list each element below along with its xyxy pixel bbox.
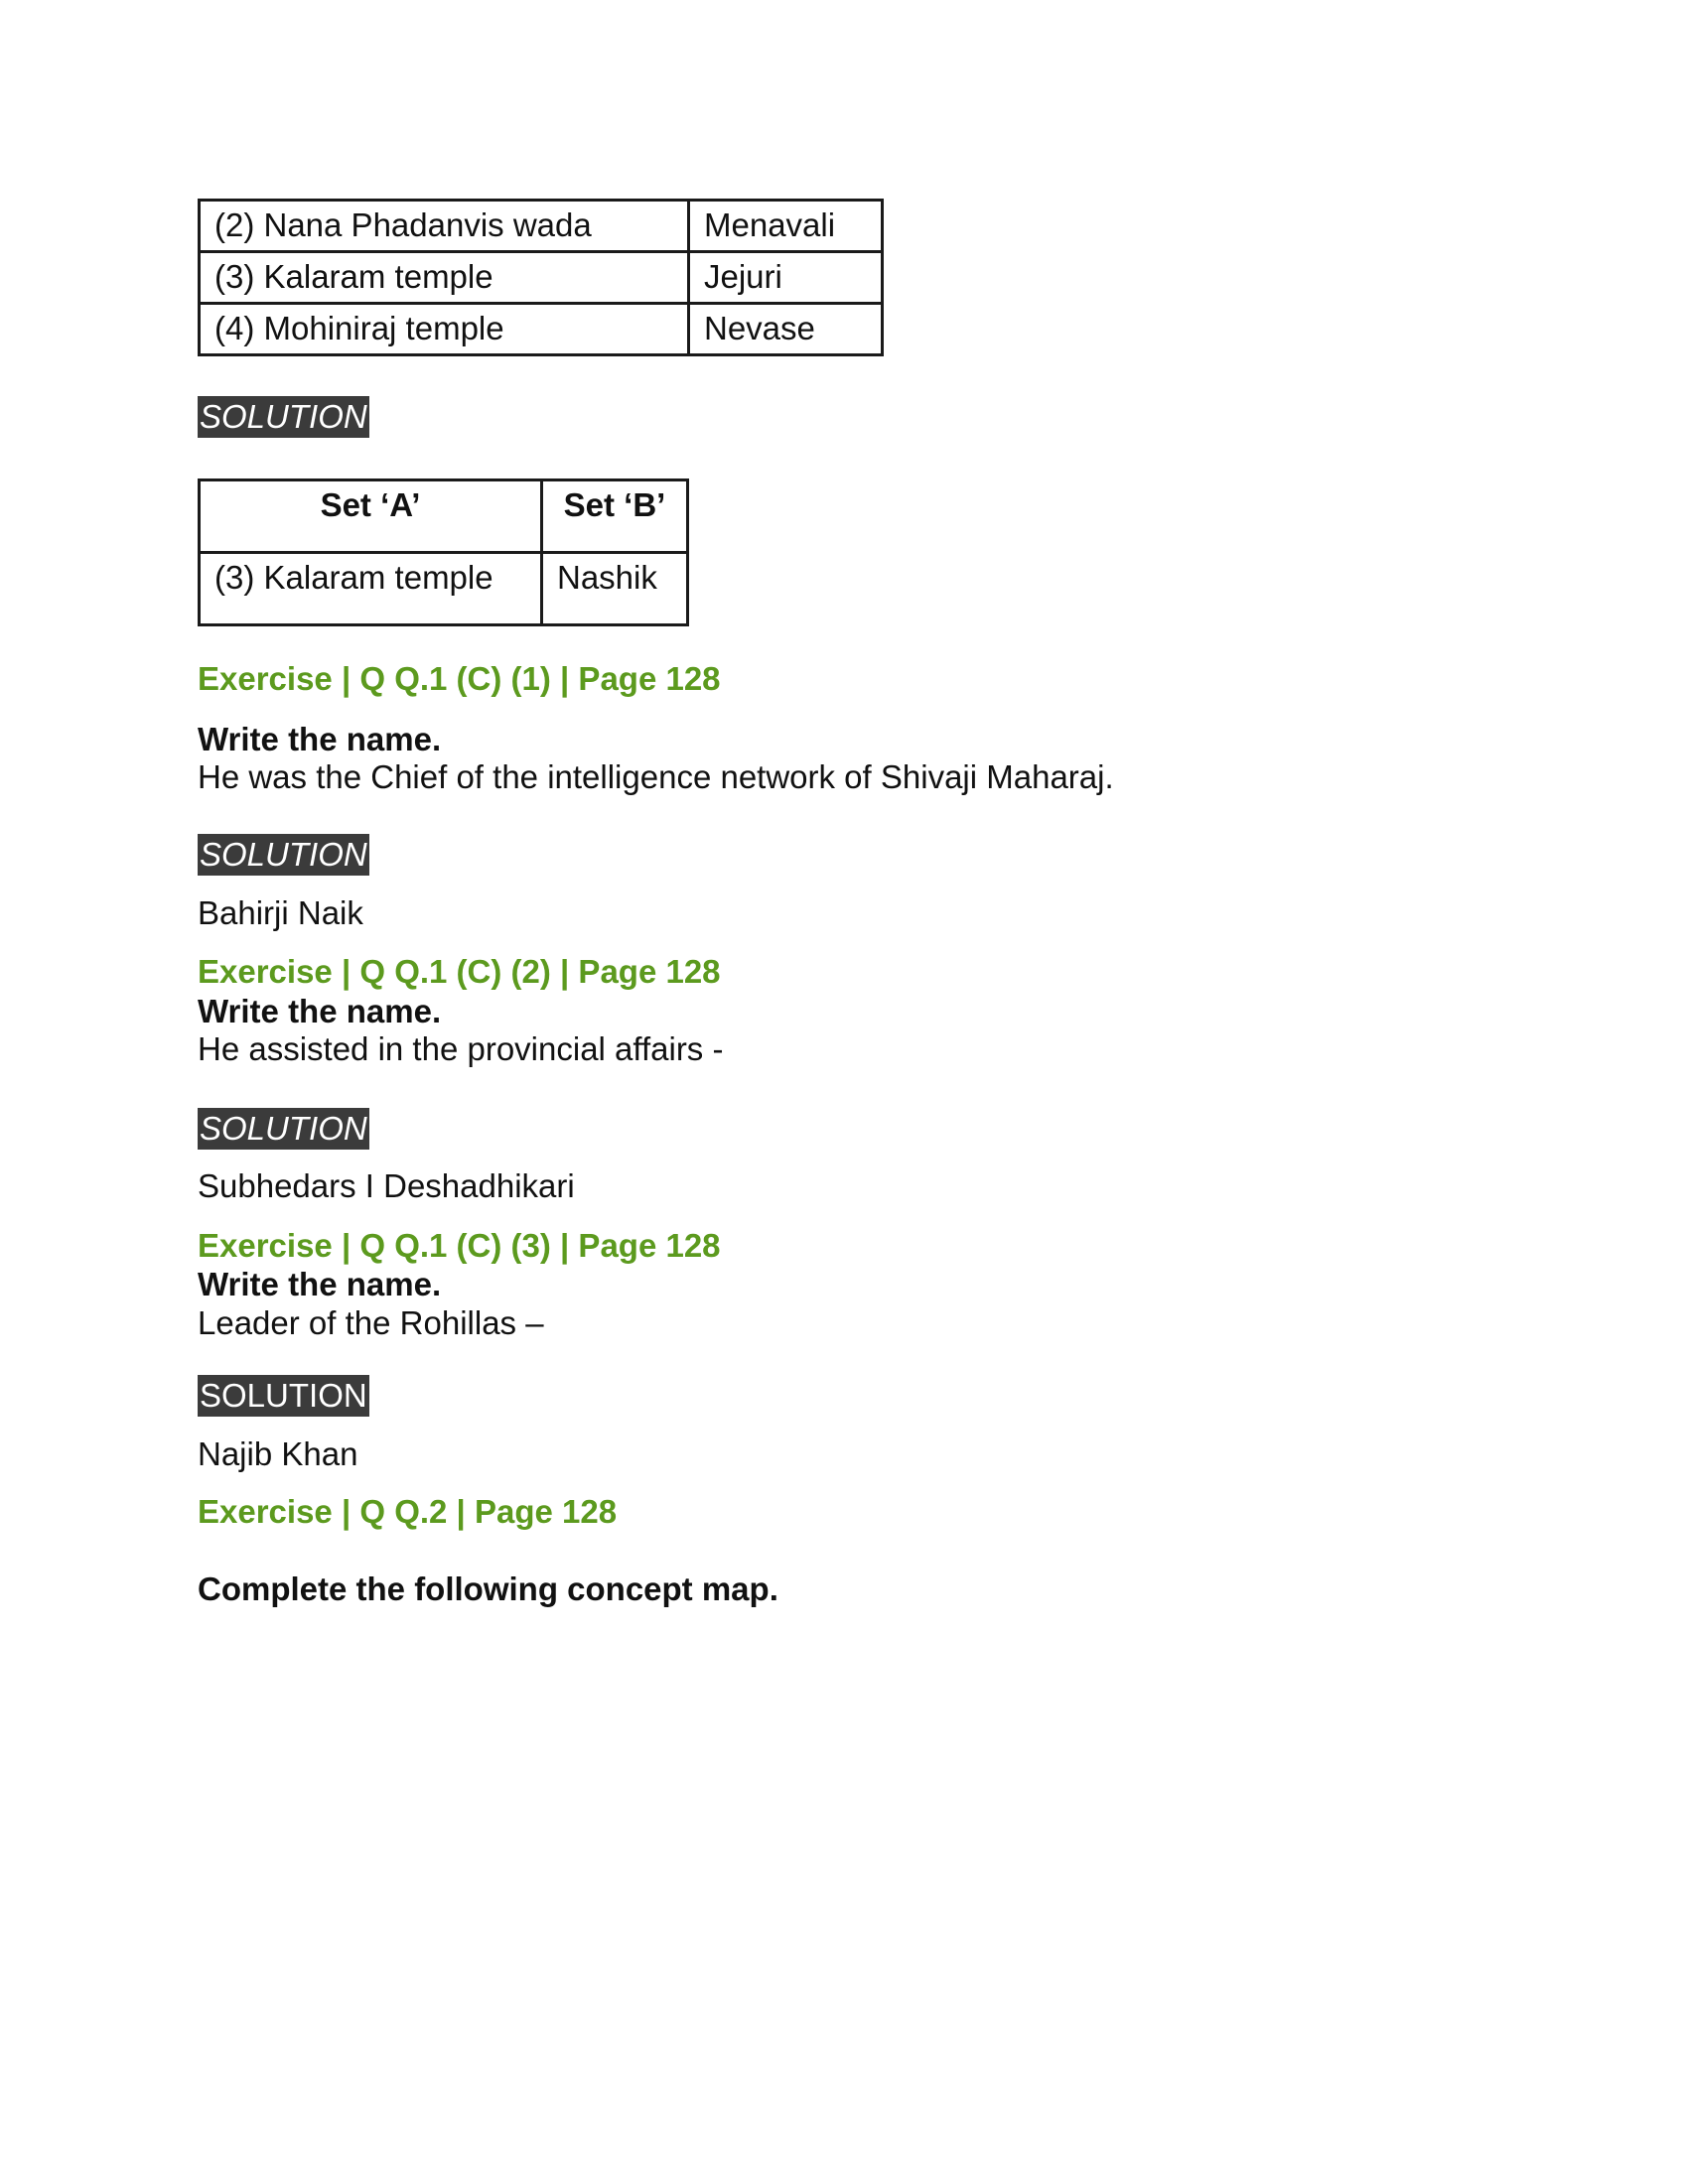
table-header: Set ‘B’ [542,480,688,553]
question-prompt: Complete the following concept map. [198,1570,778,1607]
question-text: He was the Chief of the intelligence network of Shivaji Maharaj. [198,758,1114,795]
question-prompt: Write the name. [198,1266,442,1302]
solution-label: SOLUTION [198,834,369,876]
table-row [200,252,883,304]
table-header: Set ‘A’ [200,480,542,553]
solution-table [198,478,689,626]
question-text: Leader of the Rohillas – [198,1304,544,1341]
table-cell: (3) Kalaram temple [200,252,689,304]
table-cell: (3) Kalaram temple [200,553,542,625]
exercise-heading: Exercise | Q Q.2 | Page 128 [198,1493,618,1530]
table-cell: Jejuri [689,252,883,304]
table-cell: Nashik [542,553,688,625]
exercise-heading: Exercise | Q Q.1 (C) (1) | Page 128 [198,660,721,697]
question-text: He assisted in the provincial affairs - [198,1030,724,1067]
table-row [200,553,688,625]
solution-label: SOLUTION [198,1375,369,1417]
answer-text: Bahirji Naik [198,894,363,931]
exercise-heading: Exercise | Q Q.1 (C) (3) | Page 128 [198,1227,721,1264]
table-cell: (2) Nana Phadanvis wada [200,201,689,252]
table-cell: (4) Mohiniraj temple [200,304,689,355]
question-prompt: Write the name. [198,993,442,1029]
question-prompt: Write the name. [198,721,442,757]
answer-text: Najib Khan [198,1435,358,1472]
solution-label: SOLUTION [198,396,369,438]
table-header-row [200,480,688,553]
table-cell: Nevase [689,304,883,355]
table-row [200,304,883,355]
exercise-heading: Exercise | Q Q.1 (C) (2) | Page 128 [198,953,721,990]
solution-label: SOLUTION [198,1108,369,1150]
table-cell: Menavali [689,201,883,252]
answer-text: Subhedars I Deshadhikari [198,1167,575,1204]
match-table [198,199,884,356]
table-row [200,201,883,252]
